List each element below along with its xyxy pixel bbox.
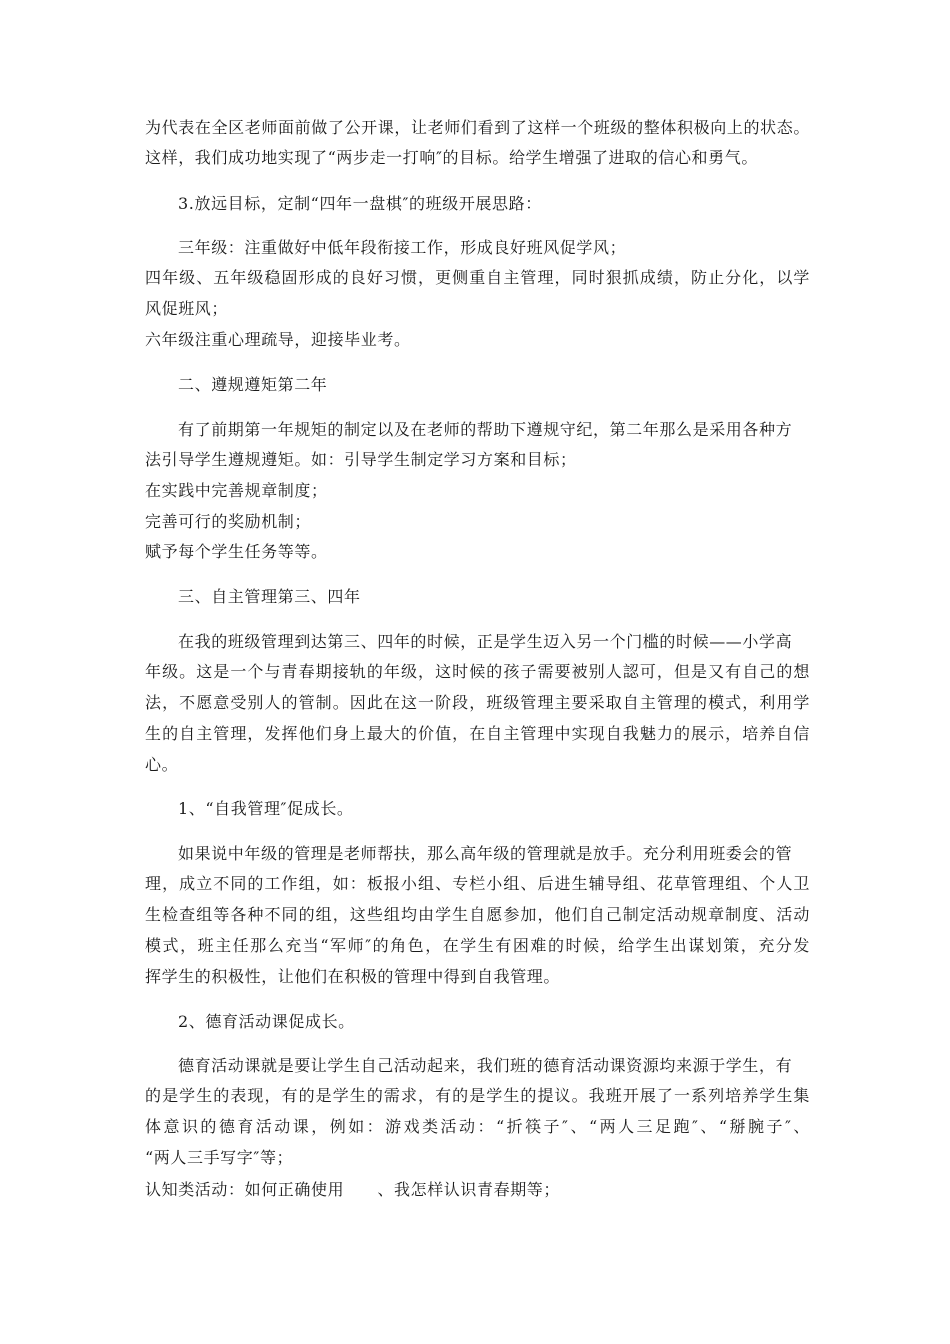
text-line: 在实践中完善规章制度；: [145, 481, 328, 500]
text-line: 完善可行的奖励机制；: [145, 512, 312, 531]
text-line: “两人三手写字″等；: [145, 1148, 294, 1167]
text-line: 法，不愿意受别人的管制。因此在这一阶段，班级管理主要采取自主管理的模式，利用学: [145, 693, 810, 712]
text-line: 生的自主管理，发挥他们身上最大的价值，在自主管理中实现自我魅力的展示，培养自信: [145, 724, 810, 743]
text-line: 法引导学生遵规遵矩。如：引导学生制定学习方案和目标；: [145, 450, 577, 469]
text-line: 如果说中年级的管理是老师帮扶，那么高年级的管理就是放手。充分利用班委会的管: [178, 844, 793, 863]
text-line: 理，成立不同的工作组，如：板报小组、专栏小组、后进生辅导组、花草管理组、个人卫: [145, 874, 810, 893]
text-line: 挥学生的积极性，让他们在积极的管理中得到自我管理。: [145, 967, 561, 986]
section-heading: 2、德育活动课促成长。: [178, 1012, 355, 1031]
text-line: 心。: [145, 755, 179, 774]
text-line: 风促班风；: [145, 299, 229, 318]
text-line: 模式，班主任那么充当“军师″的角色，在学生有困难的时候，给学生出谋划策，充分发: [145, 936, 810, 955]
section-heading: 3.放远目标，定制“四年一盘棋″的班级开展思路：: [178, 194, 542, 213]
text-line: 为代表在全区老师面前做了公开课，让老师们看到了这样一个班级的整体积极向上的状态。: [145, 118, 810, 137]
text-line: 四年级、五年级稳固形成的良好习惯，更侧重自主管理，同时狠抓成绩，防止分化，以学: [145, 268, 810, 287]
section-heading: 二、遵规遵矩第二年: [178, 375, 328, 394]
text-line: 这样，我们成功地实现了“两步走一打响″的目标。给学生增强了进取的信心和勇气。: [145, 148, 758, 167]
text-line: 六年级注重心理疏导，迎接毕业考。: [145, 330, 411, 349]
text-line: 赋予每个学生任务等等。: [145, 542, 328, 561]
text-line: 有了前期第一年规矩的制定以及在老师的帮助下遵规守纪，第二年那么是采用各种方: [178, 420, 793, 439]
text-line: 生检查组等各种不同的组，这些组均由学生自愿参加，他们自己制定活动规章制度、活动: [145, 905, 810, 924]
text-line: 的是学生的表现，有的是学生的需求，有的是学生的提议。我班开展了一系列培养学生集: [145, 1086, 810, 1105]
section-heading: 1、“自我管理″促成长。: [178, 799, 354, 818]
text-line: 年级。这是一个与青春期接轨的年级，这时候的孩子需要被别人認可，但是又有自己的想: [145, 662, 810, 681]
text-line: 在我的班级管理到达第三、四年的时候，正是学生迈入另一个门槛的时候——小学高: [178, 632, 793, 651]
text-line: 德育活动课就是要让学生自己活动起来，我们班的德育活动课资源均来源于学生，有: [178, 1056, 793, 1075]
text-line: 认知类活动：如何正确使用 、我怎样认识青春期等；: [145, 1180, 561, 1199]
section-heading: 三、自主管理第三、四年: [178, 587, 361, 606]
text-line: 三年级：注重做好中低年段衔接工作，形成良好班风促学风；: [178, 238, 627, 257]
text-line: 体意识的德育活动课，例如：游戏类活动：“折筷子″、“两人三足跑″、“掰腕子″、: [145, 1117, 810, 1136]
